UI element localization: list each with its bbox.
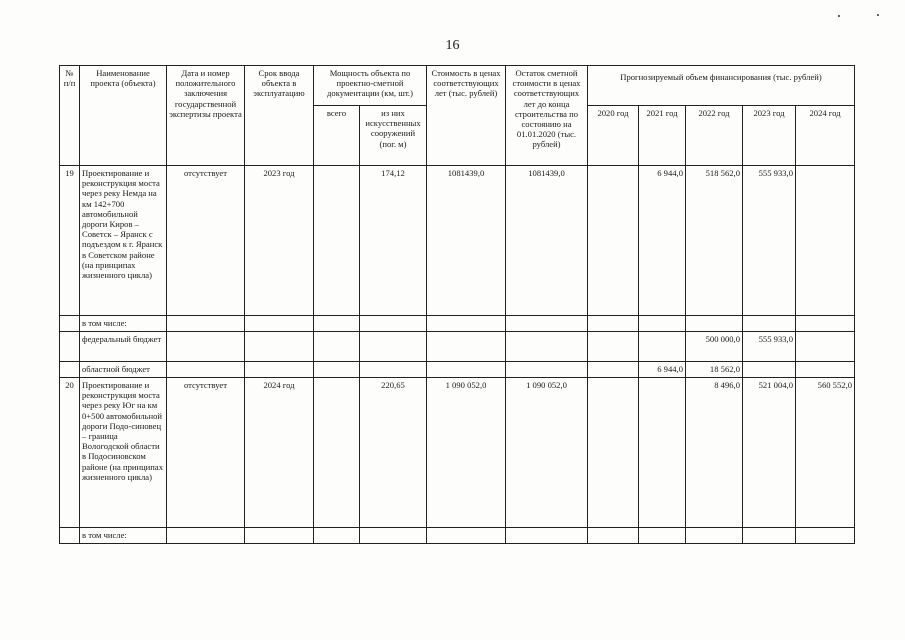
table-row-project-19: [60, 166, 855, 316]
cell-2022: 18 562,0: [686, 362, 743, 378]
header-cost: Стоимость в ценах соответствующих лет (тыс. рублей): [427, 66, 506, 166]
cell-2021: [639, 332, 686, 362]
cell-empty: [245, 332, 314, 362]
cell-2020: [588, 378, 639, 528]
header-year-2021: 2021 год: [639, 106, 686, 166]
cell-expertise: отсутствует: [167, 166, 245, 316]
header-year-2024: 2024 год: [796, 106, 855, 166]
cell-empty: [314, 362, 360, 378]
cell-empty: [360, 528, 427, 544]
table-row-including: [60, 316, 855, 332]
cell-capacity-structures: 174,12: [360, 166, 427, 316]
cell-empty: [167, 316, 245, 332]
cell-regional-label: областной бюджет: [80, 362, 167, 378]
cell-empty: [314, 332, 360, 362]
cell-2023: [743, 362, 796, 378]
cell-capacity-total: [314, 166, 360, 316]
cell-2020: [588, 362, 639, 378]
cell-empty: [686, 316, 743, 332]
cell-2022: 8 496,0: [686, 378, 743, 528]
cell-2024: [796, 166, 855, 316]
cell-empty: [686, 528, 743, 544]
cell-empty: [427, 362, 506, 378]
header-name: Наименование проекта (объекта): [80, 66, 167, 166]
cell-empty: [588, 316, 639, 332]
cell-empty: [314, 316, 360, 332]
cell-empty: [588, 528, 639, 544]
cell-2020: [588, 332, 639, 362]
cell-empty: [360, 362, 427, 378]
cell-deadline: 2024 год: [245, 378, 314, 528]
cell-empty: [506, 528, 588, 544]
cell-empty: [167, 332, 245, 362]
cell-num: 20: [60, 378, 80, 528]
cell-empty: [245, 362, 314, 378]
cell-empty: [796, 528, 855, 544]
cell-2023: 555 933,0: [743, 332, 796, 362]
cell-remaining: 1 090 052,0: [506, 378, 588, 528]
cell-empty: [167, 362, 245, 378]
cell-empty: [427, 316, 506, 332]
cell-capacity-total: [314, 378, 360, 528]
header-capacity-structures: из них искусственных сооружений (пог. м): [360, 106, 427, 166]
cell-empty: [743, 316, 796, 332]
cell-including-label: в том числе:: [80, 316, 167, 332]
header-forecast: Прогнозируемый объем финансирования (тыс. рублей): [588, 66, 855, 106]
cell-empty: [743, 528, 796, 544]
financing-table: [59, 65, 855, 544]
header-capacity-total: всего: [314, 106, 360, 166]
cell-empty: [60, 332, 80, 362]
header-deadline: Срок ввода объекта в эксплуатацию: [245, 66, 314, 166]
cell-2024: 560 552,0: [796, 378, 855, 528]
cell-expertise: отсутствует: [167, 378, 245, 528]
cell-empty: [60, 316, 80, 332]
cell-empty: [427, 528, 506, 544]
cell-2021: 6 944,0: [639, 362, 686, 378]
cell-name: Проектирование и реконструкция моста через реку Немда на км 142+700 автомобильной дороги Киров – Советск – Яранск с подъездом к г. Яранск в Советском районе (на принципах жизненного цикла): [80, 166, 167, 316]
cell-empty: [360, 332, 427, 362]
cell-empty: [167, 528, 245, 544]
cell-empty: [245, 316, 314, 332]
cell-empty: [427, 332, 506, 362]
cell-empty: [506, 332, 588, 362]
header-year-2020: 2020 год: [588, 106, 639, 166]
cell-2020: [588, 166, 639, 316]
cell-empty: [639, 316, 686, 332]
header-remaining: Остаток сметной стоимости в ценах соответствующих лет до конца строительства по состоянию на 01.01.2020 (тыс. рублей): [506, 66, 588, 166]
table-row-project-20: [60, 378, 855, 528]
cell-empty: [245, 528, 314, 544]
cell-empty: [506, 316, 588, 332]
header-row-1: [60, 66, 855, 106]
cell-2024: [796, 362, 855, 378]
header-num: № п/п: [60, 66, 80, 166]
header-year-2023: 2023 год: [743, 106, 796, 166]
cell-cost: 1 090 052,0: [427, 378, 506, 528]
cell-empty: [360, 316, 427, 332]
cell-capacity-structures: 220,65: [360, 378, 427, 528]
cell-2021: [639, 378, 686, 528]
cell-empty: [60, 362, 80, 378]
cell-empty: [639, 528, 686, 544]
cell-federal-label: федеральный бюджет: [80, 332, 167, 362]
table-row-federal-budget: [60, 332, 855, 362]
table-row-including: [60, 528, 855, 544]
header-expertise: Дата и номер положительного заключения государственной экспертизы проекта: [167, 66, 245, 166]
cell-remaining: 1081439,0: [506, 166, 588, 316]
scan-speck: [877, 14, 879, 16]
table-row-regional-budget: [60, 362, 855, 378]
header-capacity: Мощность объекта по проектно-сметной документации (км, шт.): [314, 66, 427, 106]
header-year-2022: 2022 год: [686, 106, 743, 166]
cell-num: 19: [60, 166, 80, 316]
cell-empty: [60, 528, 80, 544]
cell-empty: [796, 316, 855, 332]
cell-2022: 500 000,0: [686, 332, 743, 362]
cell-empty: [506, 362, 588, 378]
cell-2022: 518 562,0: [686, 166, 743, 316]
scan-speck: [838, 15, 840, 17]
cell-empty: [314, 528, 360, 544]
cell-2023: 521 004,0: [743, 378, 796, 528]
cell-2021: 6 944,0: [639, 166, 686, 316]
cell-2024: [796, 332, 855, 362]
cell-including-label: в том числе:: [80, 528, 167, 544]
cell-cost: 1081439,0: [427, 166, 506, 316]
page-number: 16: [445, 38, 460, 53]
cell-deadline: 2023 год: [245, 166, 314, 316]
cell-2023: 555 933,0: [743, 166, 796, 316]
cell-name: Проектирование и реконструкция моста через реку Юг на км 0+500 автомобильной дороги Подо-синовец – граница Вологодской области в Подосиновском районе (на принципах жизненного цикла): [80, 378, 167, 528]
